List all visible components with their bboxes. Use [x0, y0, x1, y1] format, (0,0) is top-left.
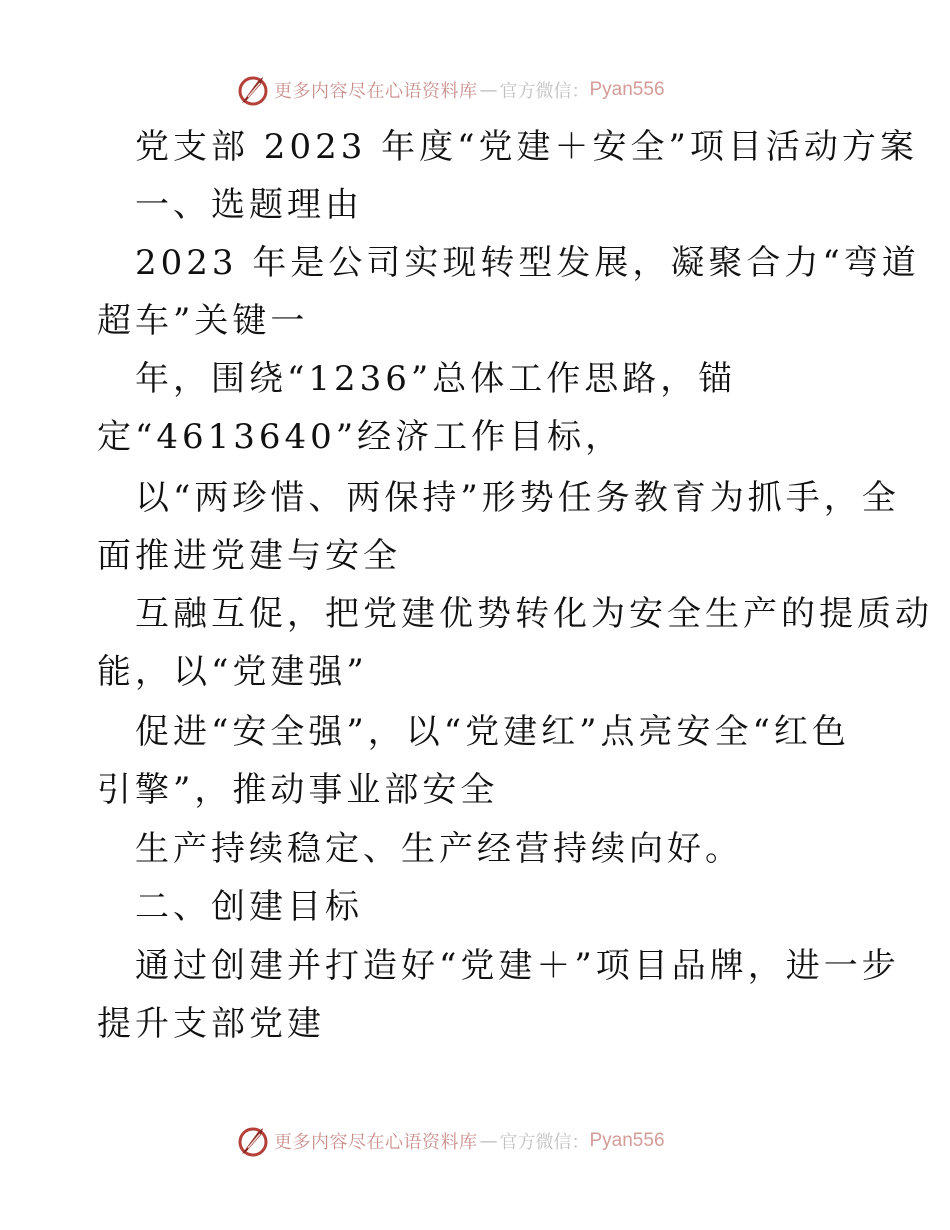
- paragraph-line: 2023 年是公司实现转型发展，凝聚合力“弯道: [135, 243, 920, 283]
- paragraph-line: 提升支部党建: [97, 1004, 325, 1044]
- paragraph-line: 以“两珍惜、两保持”形势任务教育为抓手，全: [135, 478, 900, 518]
- quill-pen-logo-icon: [236, 1124, 270, 1158]
- paragraph-line: 定“4613640”经济工作目标，: [97, 417, 624, 457]
- watermark-site-text: 更多内容尽在心语资料库: [274, 1132, 478, 1153]
- paragraph-line: 互融互促，把党建优势转化为安全生产的提质动: [135, 594, 933, 634]
- section-heading: 一、选题理由: [135, 185, 363, 225]
- paragraph-line: 能，以“党建强”: [97, 652, 368, 692]
- document-title: 党支部 2023 年度“党建＋安全”项目活动方案: [135, 127, 918, 167]
- header-watermark: [236, 72, 665, 108]
- paragraph-line: 引擎”，推动事业部安全: [97, 770, 499, 810]
- watermark-wechat-label: 官方微信：: [499, 81, 590, 102]
- paragraph-line: 面推进党建与安全: [97, 536, 401, 576]
- watermark-separator: —: [479, 1130, 498, 1152]
- watermark-site-text: 更多内容尽在心语资料库: [274, 81, 478, 102]
- paragraph-line: 年，围绕“1236”总体工作思路，锚: [135, 359, 737, 399]
- section-heading: 二、创建目标: [135, 887, 363, 927]
- paragraph-line: 通过创建并打造好“党建＋”项目品牌，进一步: [135, 946, 900, 986]
- quill-pen-logo-icon: [236, 73, 270, 107]
- watermark-wechat-id: Pyan556: [589, 1130, 665, 1151]
- paragraph-line: 超车”关键一: [97, 301, 309, 341]
- paragraph-line: 生产持续稳定、生产经营持续向好。: [135, 829, 743, 869]
- footer-watermark: [236, 1123, 665, 1159]
- watermark-wechat-label: 官方微信：: [499, 1132, 590, 1153]
- watermark-wechat-id: Pyan556: [589, 79, 665, 100]
- watermark-separator: —: [479, 79, 498, 101]
- paragraph-line: 促进“安全强”，以“党建红”点亮安全“红色: [135, 712, 850, 752]
